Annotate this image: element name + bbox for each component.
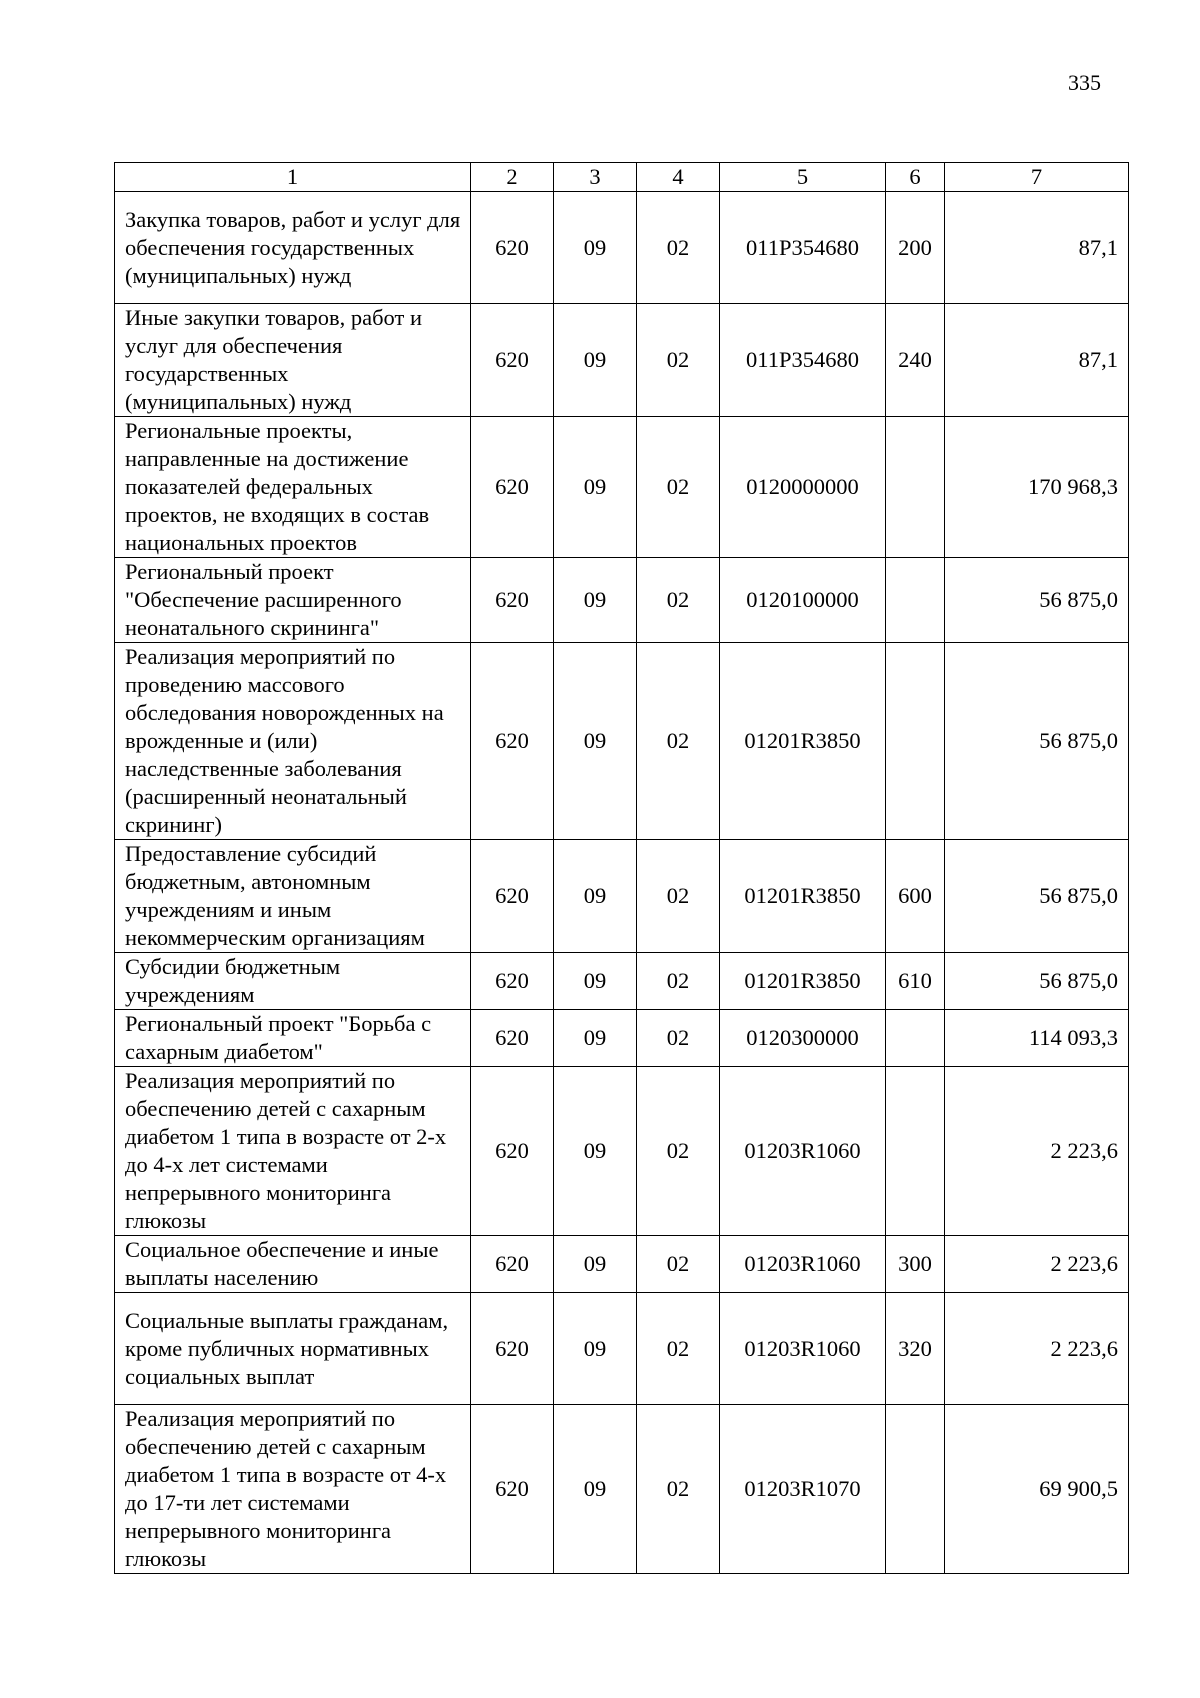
table-row bbox=[115, 558, 1129, 643]
row-type-cell: 300 bbox=[886, 1236, 945, 1293]
header-row bbox=[115, 163, 1129, 192]
row-target-cell: 01201R3850 bbox=[720, 840, 886, 953]
row-type-cell bbox=[886, 1010, 945, 1067]
row-section-cell: 09 bbox=[554, 304, 637, 417]
table-row bbox=[115, 1010, 1129, 1067]
row-sum-cell: 2 223,6 bbox=[945, 1293, 1129, 1405]
row-target-cell: 01203R1060 bbox=[720, 1067, 886, 1236]
page-number: 335 bbox=[1068, 70, 1101, 95]
row-sum-cell: 114 093,3 bbox=[945, 1010, 1129, 1067]
row-subsection-cell: 02 bbox=[637, 1010, 720, 1067]
row-sum-cell: 87,1 bbox=[945, 304, 1129, 417]
column-header-4: 4 bbox=[637, 163, 720, 192]
row-sum-cell: 56 875,0 bbox=[945, 953, 1129, 1010]
row-section-cell: 09 bbox=[554, 1010, 637, 1067]
row-sum-cell: 87,1 bbox=[945, 192, 1129, 304]
row-type-cell: 600 bbox=[886, 840, 945, 953]
row-target-cell: 01203R1060 bbox=[720, 1236, 886, 1293]
row-section-cell: 09 bbox=[554, 558, 637, 643]
row-type-cell bbox=[886, 1405, 945, 1574]
row-subsection-cell: 02 bbox=[637, 417, 720, 558]
table-row bbox=[115, 643, 1129, 840]
row-target-cell: 0120000000 bbox=[720, 417, 886, 558]
row-type-cell bbox=[886, 417, 945, 558]
row-section-cell: 09 bbox=[554, 1293, 637, 1405]
row-ministry-cell: 620 bbox=[471, 417, 554, 558]
row-name-cell: Реализация мероприятий по обеспечению детей с сахарным диабетом 1 типа в возрасте от 4-х до 17-ти лет системами непрерывного мониторинга глюкозы bbox=[115, 1405, 471, 1574]
row-subsection-cell: 02 bbox=[637, 1405, 720, 1574]
row-sum-cell: 69 900,5 bbox=[945, 1405, 1129, 1574]
row-sum-cell: 170 968,3 bbox=[945, 417, 1129, 558]
row-name-cell: Социальные выплаты гражданам, кроме публичных нормативных социальных выплат bbox=[115, 1293, 471, 1405]
table-row bbox=[115, 1293, 1129, 1405]
table-row bbox=[115, 1067, 1129, 1236]
row-subsection-cell: 02 bbox=[637, 192, 720, 304]
row-subsection-cell: 02 bbox=[637, 643, 720, 840]
table-row bbox=[115, 840, 1129, 953]
row-section-cell: 09 bbox=[554, 953, 637, 1010]
row-ministry-cell: 620 bbox=[471, 192, 554, 304]
row-target-cell: 011P354680 bbox=[720, 304, 886, 417]
table-body bbox=[115, 163, 1129, 1574]
row-ministry-cell: 620 bbox=[471, 1236, 554, 1293]
row-name-cell: Региональный проект "Борьба с сахарным диабетом" bbox=[115, 1010, 471, 1067]
column-header-5: 5 bbox=[720, 163, 886, 192]
row-sum-cell: 56 875,0 bbox=[945, 840, 1129, 953]
row-subsection-cell: 02 bbox=[637, 558, 720, 643]
row-section-cell: 09 bbox=[554, 643, 637, 840]
row-sum-cell: 2 223,6 bbox=[945, 1067, 1129, 1236]
row-ministry-cell: 620 bbox=[471, 558, 554, 643]
row-sum-cell: 56 875,0 bbox=[945, 643, 1129, 840]
table-row bbox=[115, 1236, 1129, 1293]
table-row bbox=[115, 953, 1129, 1010]
row-type-cell bbox=[886, 643, 945, 840]
row-target-cell: 01201R3850 bbox=[720, 643, 886, 840]
row-target-cell: 01201R3850 bbox=[720, 953, 886, 1010]
row-type-cell bbox=[886, 1067, 945, 1236]
table-row bbox=[115, 1405, 1129, 1574]
row-target-cell: 0120100000 bbox=[720, 558, 886, 643]
row-target-cell: 01203R1060 bbox=[720, 1293, 886, 1405]
row-name-cell: Иные закупки товаров, работ и услуг для обеспечения государственных (муниципальных) нужд bbox=[115, 304, 471, 417]
column-header-2: 2 bbox=[471, 163, 554, 192]
row-type-cell: 200 bbox=[886, 192, 945, 304]
row-type-cell bbox=[886, 558, 945, 643]
table-row bbox=[115, 304, 1129, 417]
row-section-cell: 09 bbox=[554, 1236, 637, 1293]
row-ministry-cell: 620 bbox=[471, 953, 554, 1010]
row-section-cell: 09 bbox=[554, 1405, 637, 1574]
row-type-cell: 320 bbox=[886, 1293, 945, 1405]
row-target-cell: 0120300000 bbox=[720, 1010, 886, 1067]
row-name-cell: Региональный проект "Обеспечение расширенного неонатального скрининга" bbox=[115, 558, 471, 643]
table-row bbox=[115, 192, 1129, 304]
row-target-cell: 01203R1070 bbox=[720, 1405, 886, 1574]
row-section-cell: 09 bbox=[554, 1067, 637, 1236]
row-ministry-cell: 620 bbox=[471, 840, 554, 953]
row-name-cell: Региональные проекты, направленные на достижение показателей федеральных проектов, не входящих в состав национальных проектов bbox=[115, 417, 471, 558]
row-subsection-cell: 02 bbox=[637, 304, 720, 417]
row-sum-cell: 2 223,6 bbox=[945, 1236, 1129, 1293]
row-section-cell: 09 bbox=[554, 417, 637, 558]
row-ministry-cell: 620 bbox=[471, 304, 554, 417]
row-subsection-cell: 02 bbox=[637, 953, 720, 1010]
column-header-1: 1 bbox=[115, 163, 471, 192]
column-header-7: 7 bbox=[945, 163, 1129, 192]
column-header-6: 6 bbox=[886, 163, 945, 192]
row-target-cell: 011P354680 bbox=[720, 192, 886, 304]
row-section-cell: 09 bbox=[554, 840, 637, 953]
row-name-cell: Реализация мероприятий по проведению массового обследования новорожденных на врожденные и (или) наследственные заболевания (расширенный неонатальный скрининг) bbox=[115, 643, 471, 840]
row-ministry-cell: 620 bbox=[471, 1067, 554, 1236]
column-header-3: 3 bbox=[554, 163, 637, 192]
row-ministry-cell: 620 bbox=[471, 1405, 554, 1574]
row-name-cell: Социальное обеспечение и иные выплаты населению bbox=[115, 1236, 471, 1293]
row-subsection-cell: 02 bbox=[637, 1236, 720, 1293]
row-name-cell: Реализация мероприятий по обеспечению детей с сахарным диабетом 1 типа в возрасте от 2-х до 4-х лет системами непрерывного мониторинга глюкозы bbox=[115, 1067, 471, 1236]
row-name-cell: Закупка товаров, работ и услуг для обеспечения государственных (муниципальных) нужд bbox=[115, 192, 471, 304]
row-name-cell: Субсидии бюджетным учреждениям bbox=[115, 953, 471, 1010]
row-type-cell: 610 bbox=[886, 953, 945, 1010]
row-type-cell: 240 bbox=[886, 304, 945, 417]
row-ministry-cell: 620 bbox=[471, 643, 554, 840]
row-ministry-cell: 620 bbox=[471, 1293, 554, 1405]
table-row bbox=[115, 417, 1129, 558]
budget-table bbox=[114, 162, 1129, 1574]
row-sum-cell: 56 875,0 bbox=[945, 558, 1129, 643]
row-section-cell: 09 bbox=[554, 192, 637, 304]
row-name-cell: Предоставление субсидий бюджетным, автономным учреждениям и иным некоммерческим организациям bbox=[115, 840, 471, 953]
row-subsection-cell: 02 bbox=[637, 1293, 720, 1405]
row-ministry-cell: 620 bbox=[471, 1010, 554, 1067]
row-subsection-cell: 02 bbox=[637, 1067, 720, 1236]
row-subsection-cell: 02 bbox=[637, 840, 720, 953]
